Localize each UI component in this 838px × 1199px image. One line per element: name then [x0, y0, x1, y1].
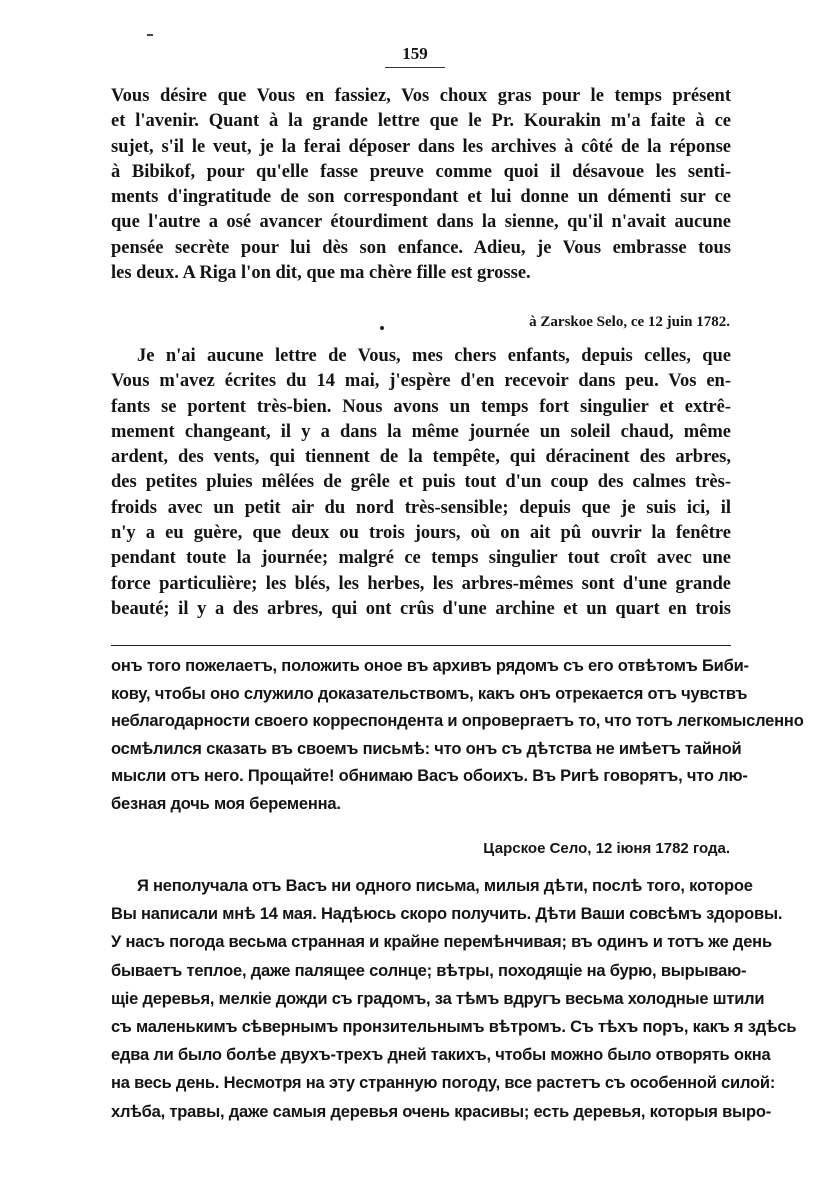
text-line: beauté; il y a des arbres, qui ont crûs d'une archine et un quart en trois: [111, 598, 731, 619]
text-line: mement changeant, il y a dans la même journée un soleil chaud, même: [111, 421, 731, 442]
text-line: едва ли было болѣе двухъ-трехъ дней такихъ, чтобы можно было отворять окна: [111, 1046, 771, 1065]
text-line: осмѣлился сказать въ своемъ письмѣ: что онъ съ дѣтства не имѣетъ тайной: [111, 739, 742, 758]
text-line: щіе деревья, мелкіе дожди съ градомъ, за тѣмъ вдругъ весьма холодные штили: [111, 989, 765, 1008]
text-line: pendant toute la journée; malgré ce temps singulier tout croît avec une: [111, 548, 731, 569]
text-line: на весь день. Несмотря на эту странную погоду, все растетъ съ особенной силой:: [111, 1074, 776, 1093]
text-line: хлѣба, травы, даже самыя деревья очень красивы; есть деревья, которыя выро-: [111, 1102, 772, 1121]
text-line: sujet, s'il le veut, je la ferai déposer dans les archives à côté de la réponse: [111, 136, 731, 157]
page-number: 159: [402, 44, 428, 63]
text-line: У насъ погода весьма странная и крайне перемѣнчивая; въ одинъ и тотъ же день: [111, 933, 772, 952]
text-line: онъ того пожелаетъ, положить оное въ архивъ рядомъ съ его отвѣтомъ Биби-: [111, 657, 749, 675]
text-line: безная дочь моя беременна.: [111, 794, 341, 813]
text-line: мысли отъ него. Прощайте! обнимаю Васъ обоихъ. Въ Ригѣ говорятъ, что лю-: [111, 767, 748, 785]
text-line: Vous m'avez écrites du 14 mai, j'espère d'en recevoir dans peu. Vos en-: [111, 371, 731, 392]
text-line: ments d'ingratitude de son correspondant et lui donne un démenti sur ce: [111, 187, 731, 208]
text-line: ardent, des vents, qui tiennent de la tempête, qui déracinent des arbres,: [111, 447, 731, 468]
text-line: кову, чтобы оно служило доказательствомъ, какъ онъ отрекается отъ чувствъ: [111, 684, 748, 703]
text-line: les deux. A Riga l'on dit, que ma chère fille est grosse.: [111, 263, 531, 284]
text-line: pensée secrète pour lui dès son enfance. Adieu, je Vous embrasse tous: [111, 237, 731, 258]
french-dateline: à Zarskoe Selo, ce 12 juin 1782.: [529, 314, 730, 330]
russian-paragraph-1: [111, 653, 804, 818]
text-line: fants se portent très-bien. Nous avons un temps fort singulier et extrê-: [111, 396, 731, 417]
text-line: des petites pluies mêlées de grêle et puis tout d'un coup des calmes très-: [111, 472, 731, 493]
text-line: n'y a eu guère, que deux ou trois jours, où on ait pû ouvrir la fenêtre: [111, 523, 731, 544]
page-number-rule: [385, 67, 445, 68]
text-line: que l'autre a osé avancer étourdiment dans la sienne, qu'il n'avait aucune: [111, 212, 731, 233]
text-line: à Bibikof, pour qu'elle fasse preuve comme quoi il désavoue les senti-: [111, 161, 731, 182]
text-line: Vous désire que Vous en fassiez, Vos choux gras pour le temps présent: [111, 86, 731, 106]
text-line: съ маленькимъ сѣвернымъ пронзительнымъ вѣтромъ. Съ тѣхъ поръ, какъ я здѣсь: [111, 1017, 797, 1036]
text-line: force particulière; les blés, les herbes, les arbres-mêmes sont d'une grande: [111, 573, 731, 594]
stray-dot: [380, 326, 384, 330]
russian-paragraph-2: [111, 872, 797, 1126]
text-line: Вы написали мнѣ 14 мая. Надѣюсь скоро получить. Дѣти Ваши совсѣмъ здоровы.: [111, 905, 783, 924]
text-line: froids avec un petit air du nord très-sensible; depuis que je suis ici, il: [111, 497, 731, 518]
text-line: Je n'ai aucune lettre de Vous, mes chers enfants, depuis celles, que: [137, 346, 731, 366]
french-paragraph-2: [111, 344, 731, 622]
russian-dateline: Царское Село, 12 іюня 1782 года.: [483, 840, 730, 857]
scan-artifact: [147, 34, 153, 36]
text-line: Я неполучала отъ Васъ ни одного письма, милыя дѣти, послѣ того, которое: [137, 877, 753, 895]
text-line: et l'avenir. Quant à la grande lettre que le Pr. Kourakin m'a faite à ce: [111, 111, 731, 132]
text-line: неблагодарности своего корреспондента и опровергаетъ то, что тотъ легкомысленно: [111, 712, 804, 730]
text-line: бываетъ теплое, даже палящее солнце; вѣтры, походящіе на бурю, вырываю-: [111, 961, 747, 980]
french-paragraph-1: [111, 84, 731, 286]
divider-rule: [111, 645, 731, 646]
